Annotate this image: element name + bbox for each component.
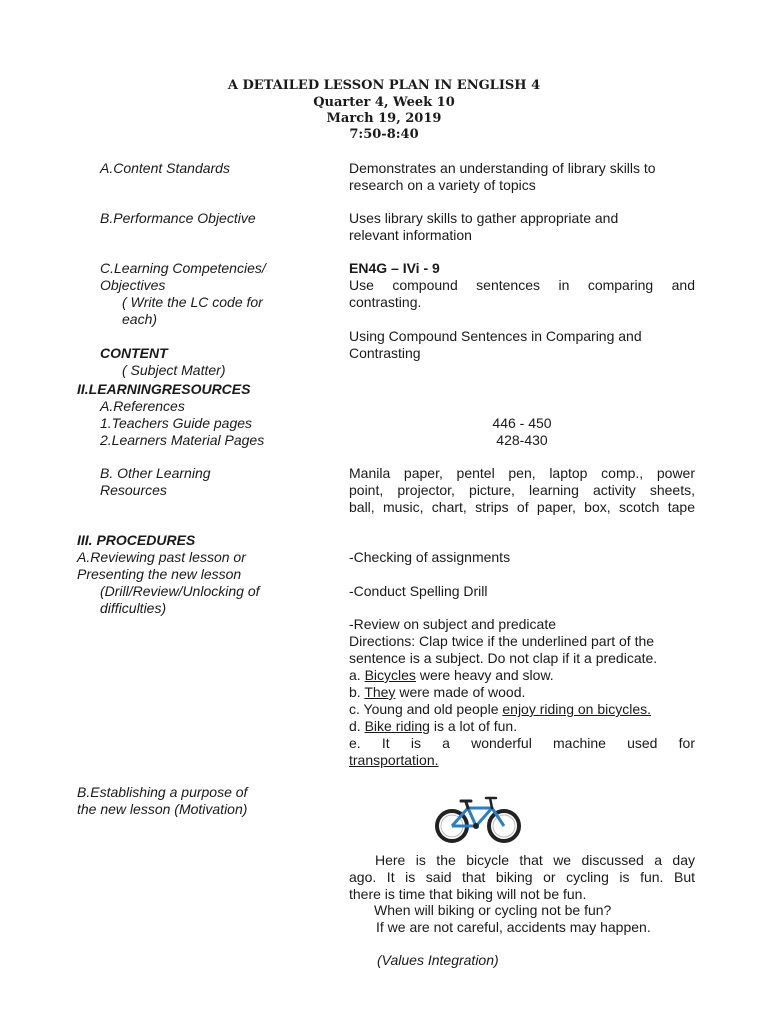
- learning-resources-heading: II.LEARNINGRESOURCES: [77, 381, 251, 397]
- other-resources-line2: point, projector, picture, learning activity sheets,: [349, 482, 695, 498]
- directions-line1: Directions: Clap twice if the underlined part of the: [349, 633, 655, 649]
- competencies-label-4: each): [122, 311, 158, 327]
- other-resources-line1: Manila paper, pentel pen, laptop comp., power: [349, 465, 695, 481]
- other-resources-label-1: B. Other Learning: [100, 465, 211, 481]
- topic-line2: Contrasting: [349, 345, 421, 361]
- performance-objective-label: B.Performance Objective: [100, 210, 256, 226]
- exercise-item-a: a. Bicycles were heavy and slow.: [349, 667, 554, 683]
- lesson-date: March 19, 2019: [326, 111, 442, 126]
- teachers-guide-pages: 446 - 450: [492, 415, 552, 431]
- learners-material-label: 2.Learners Material Pages: [100, 432, 265, 448]
- exercise-item-b: b. They were made of wood.: [349, 684, 526, 700]
- learners-material-pages: 428-430: [496, 432, 548, 448]
- performance-objective-line2: relevant information: [349, 227, 472, 243]
- checking-assignments: -Checking of assignments: [349, 549, 511, 565]
- quarter-week: Quarter 4, Week 10: [313, 95, 455, 110]
- content-subheading: ( Subject Matter): [122, 362, 226, 378]
- directions-line2: sentence is a subject. Do not clap if it a predicate.: [349, 650, 658, 666]
- competencies-label-3: ( Write the LC code for: [122, 294, 263, 310]
- procedure-a-label-4: difficulties): [100, 600, 167, 616]
- other-resources-label-2: Resources: [100, 482, 167, 498]
- other-resources-line3: ball, music, chart, strips of paper, box, scotch tape: [349, 499, 695, 515]
- motivation-line1: Here is the bicycle that we discussed a day: [375, 852, 695, 868]
- content-standards-line1: Demonstrates an understanding of library skills to: [349, 160, 656, 176]
- motivation-answer: If we are not careful, accidents may happen.: [376, 919, 651, 935]
- references-label: A.References: [100, 398, 185, 414]
- review-subject-predicate: -Review on subject and predicate: [349, 616, 557, 632]
- underlined-part: enjoy riding on bicycles.: [502, 701, 652, 717]
- motivation-question: When will biking or cycling not be fun?: [374, 902, 612, 918]
- exercise-item-d: d. Bike riding is a lot of fun.: [349, 718, 518, 734]
- content-heading: CONTENT: [100, 345, 168, 361]
- lc-code: EN4G – IVi - 9: [349, 260, 440, 276]
- content-standards-label: A.Content Standards: [100, 160, 230, 176]
- exercise-item-e-cont: transportation.: [349, 752, 439, 768]
- values-integration: (Values Integration): [377, 952, 499, 968]
- competencies-label-1: C.Learning Competencies/: [100, 260, 266, 276]
- motivation-line2: ago. It is said that biking or cycling is fun. But: [349, 869, 695, 885]
- procedure-a-label-1: A.Reviewing past lesson or: [77, 549, 246, 565]
- underlined-part: Bike riding: [364, 718, 430, 734]
- procedure-b-label-2: the new lesson (Motivation): [77, 801, 248, 817]
- topic-line1: Using Compound Sentences in Comparing and: [349, 328, 642, 344]
- competencies-line1: Use compound sentences in comparing and: [349, 277, 695, 293]
- procedure-a-label-2: Presenting the new lesson: [77, 566, 242, 582]
- underlined-part: They: [364, 684, 396, 700]
- procedure-a-label-3: (Drill/Review/Unlocking of: [100, 583, 260, 599]
- lesson-time: 7:50-8:40: [349, 127, 419, 142]
- underlined-part: Bicycles: [364, 667, 416, 683]
- competencies-line2: contrasting.: [349, 294, 422, 310]
- procedures-heading: III. PROCEDURES: [77, 532, 196, 548]
- procedure-b-label-1: B.Establishing a purpose of: [77, 784, 248, 800]
- content-standards-line2: research on a variety of topics: [349, 177, 536, 193]
- exercise-item-c: c. Young and old people enjoy riding on bicycles.: [349, 701, 652, 717]
- spelling-drill: -Conduct Spelling Drill: [349, 583, 488, 599]
- motivation-line3: there is time that biking will not be fun.: [349, 886, 587, 902]
- competencies-label-2: Objectives: [100, 277, 166, 293]
- document-title: A DETAILED LESSON PLAN IN ENGLISH 4: [227, 78, 541, 93]
- teachers-guide-label: 1.Teachers Guide pages: [100, 415, 253, 431]
- bicycle-icon: [434, 792, 522, 844]
- performance-objective-line1: Uses library skills to gather appropriate and: [349, 210, 619, 226]
- exercise-item-e: e. It is a wonderful machine used for: [349, 735, 695, 751]
